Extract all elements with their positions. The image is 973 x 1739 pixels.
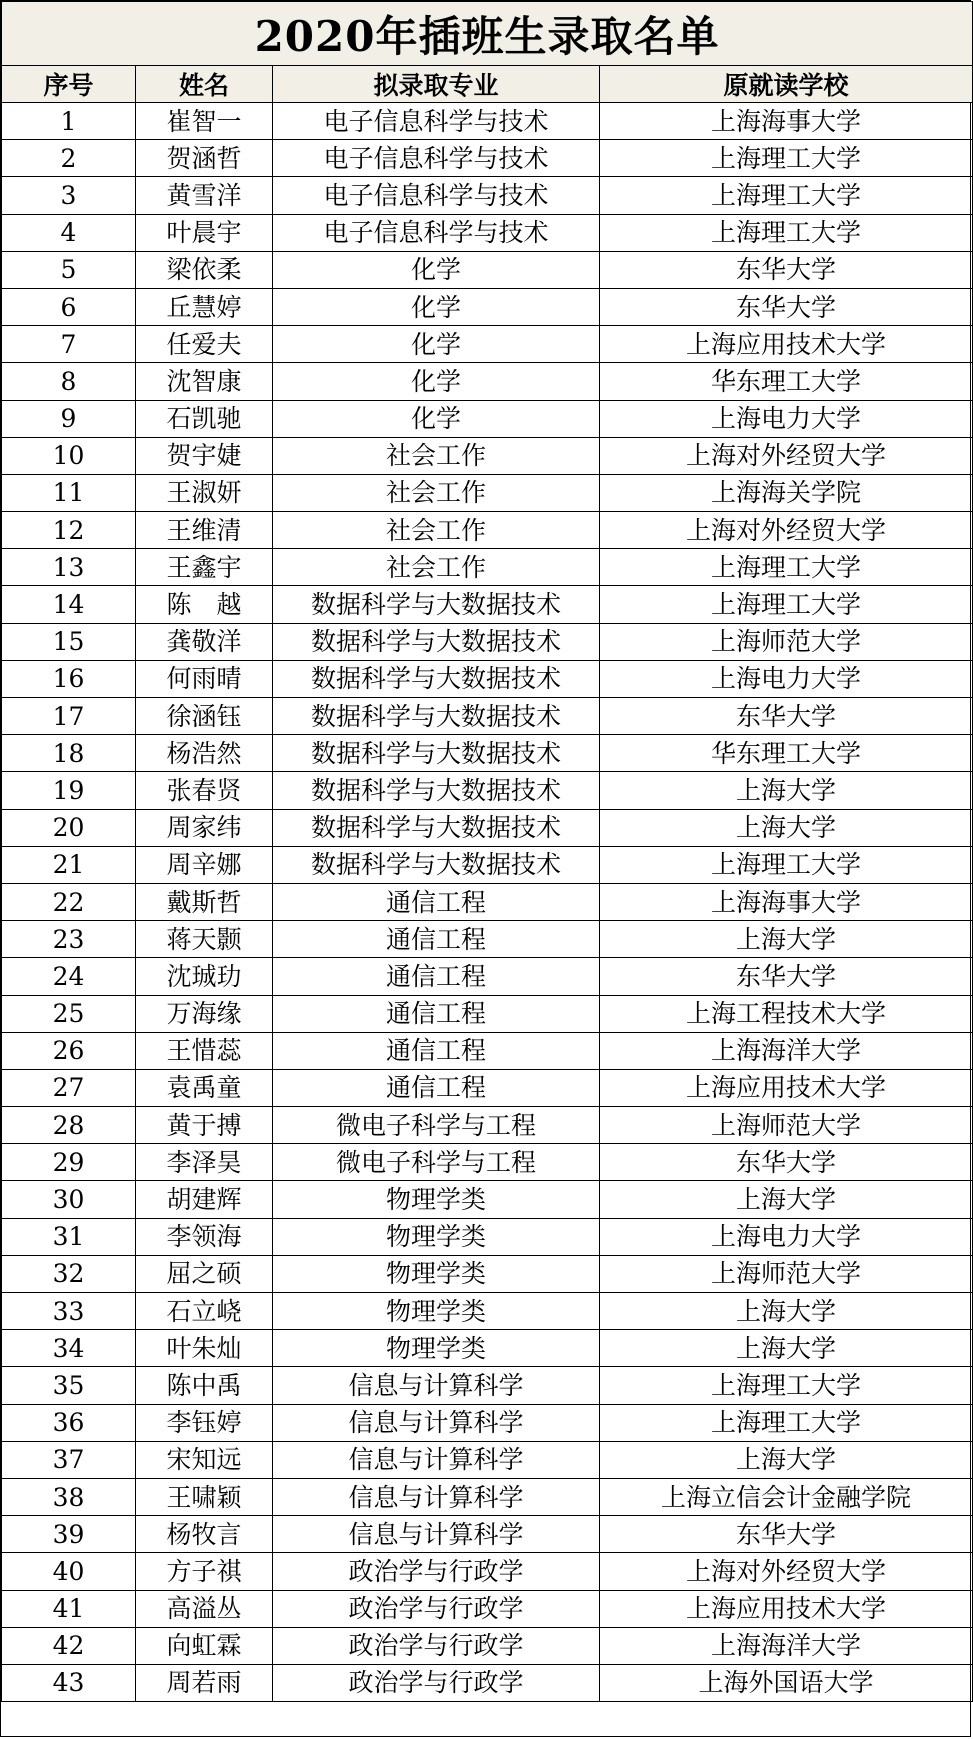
cell-index: 38 [2, 1478, 136, 1515]
cell-school: 上海电力大学 [600, 400, 973, 437]
cell-major: 通信工程 [273, 921, 600, 958]
cell-major: 信息与计算科学 [273, 1404, 600, 1441]
cell-school: 上海大学 [600, 809, 973, 846]
cell-name: 方子祺 [136, 1553, 273, 1590]
cell-name: 梁依柔 [136, 251, 273, 288]
cell-major: 物理学类 [273, 1218, 600, 1255]
cell-school: 上海理工大学 [600, 140, 973, 177]
cell-index: 41 [2, 1590, 136, 1627]
cell-school: 上海师范大学 [600, 1107, 973, 1144]
cell-index: 29 [2, 1144, 136, 1181]
cell-name: 张春贤 [136, 772, 273, 809]
cell-name: 龚敬洋 [136, 623, 273, 660]
cell-name: 杨牧言 [136, 1516, 273, 1553]
column-header-index: 序号 [2, 66, 136, 103]
cell-school: 上海立信会计金融学院 [600, 1478, 973, 1515]
table-row [2, 140, 973, 177]
cell-school: 东华大学 [600, 1144, 973, 1181]
cell-index: 17 [2, 698, 136, 735]
cell-major: 数据科学与大数据技术 [273, 846, 600, 883]
cell-index: 18 [2, 735, 136, 772]
cell-major: 政治学与行政学 [273, 1590, 600, 1627]
cell-index: 20 [2, 809, 136, 846]
cell-index: 1 [2, 103, 136, 140]
cell-school: 东华大学 [600, 288, 973, 325]
cell-major: 通信工程 [273, 883, 600, 920]
cell-school: 上海对外经贸大学 [600, 1553, 973, 1590]
cell-index: 19 [2, 772, 136, 809]
cell-major: 通信工程 [273, 1069, 600, 1106]
cell-index: 43 [2, 1664, 136, 1701]
cell-index: 14 [2, 586, 136, 623]
cell-school: 上海工程技术大学 [600, 995, 973, 1032]
cell-name: 李领海 [136, 1218, 273, 1255]
table-row [2, 698, 973, 735]
cell-school: 上海应用技术大学 [600, 1069, 973, 1106]
table-row [2, 1218, 973, 1255]
cell-major: 社会工作 [273, 474, 600, 511]
cell-major: 社会工作 [273, 512, 600, 549]
cell-school: 上海对外经贸大学 [600, 512, 973, 549]
cell-index: 4 [2, 214, 136, 251]
cell-name: 万海缘 [136, 995, 273, 1032]
cell-index: 28 [2, 1107, 136, 1144]
cell-school: 上海大学 [600, 772, 973, 809]
cell-school: 上海应用技术大学 [600, 1590, 973, 1627]
cell-index: 34 [2, 1330, 136, 1367]
cell-name: 王啸颖 [136, 1478, 273, 1515]
table-row [2, 883, 973, 920]
cell-index: 7 [2, 326, 136, 363]
cell-name: 石凯驰 [136, 400, 273, 437]
table-row [2, 809, 973, 846]
table-row [2, 1293, 973, 1330]
cell-major: 政治学与行政学 [273, 1553, 600, 1590]
cell-major: 化学 [273, 326, 600, 363]
cell-name: 陈中禹 [136, 1367, 273, 1404]
cell-school: 华东理工大学 [600, 363, 973, 400]
cell-name: 沈智康 [136, 363, 273, 400]
table-row [2, 1404, 973, 1441]
cell-index: 12 [2, 512, 136, 549]
cell-index: 39 [2, 1516, 136, 1553]
cell-school: 东华大学 [600, 1516, 973, 1553]
cell-major: 电子信息科学与技术 [273, 177, 600, 214]
column-header-major: 拟录取专业 [273, 66, 600, 103]
table-row [2, 586, 973, 623]
cell-school: 上海海事大学 [600, 103, 973, 140]
cell-name: 叶晨宇 [136, 214, 273, 251]
cell-major: 化学 [273, 251, 600, 288]
cell-index: 33 [2, 1293, 136, 1330]
cell-major: 政治学与行政学 [273, 1664, 600, 1701]
cell-index: 37 [2, 1441, 136, 1478]
cell-major: 通信工程 [273, 1032, 600, 1069]
cell-school: 东华大学 [600, 958, 973, 995]
cell-name: 屈之硕 [136, 1255, 273, 1292]
cell-index: 5 [2, 251, 136, 288]
table-row [2, 214, 973, 251]
cell-name: 徐涵钰 [136, 698, 273, 735]
cell-index: 11 [2, 474, 136, 511]
cell-index: 10 [2, 437, 136, 474]
cell-school: 东华大学 [600, 698, 973, 735]
table-row [2, 735, 973, 772]
cell-index: 27 [2, 1069, 136, 1106]
cell-school: 上海应用技术大学 [600, 326, 973, 363]
cell-name: 丘慧婷 [136, 288, 273, 325]
cell-index: 25 [2, 995, 136, 1032]
table-row [2, 1478, 973, 1515]
cell-major: 政治学与行政学 [273, 1627, 600, 1664]
cell-name: 任爱夫 [136, 326, 273, 363]
cell-index: 13 [2, 549, 136, 586]
cell-index: 2 [2, 140, 136, 177]
cell-major: 社会工作 [273, 549, 600, 586]
cell-name: 崔智一 [136, 103, 273, 140]
cell-index: 9 [2, 400, 136, 437]
cell-name: 王淑妍 [136, 474, 273, 511]
cell-name: 袁禹童 [136, 1069, 273, 1106]
cell-name: 贺涵哲 [136, 140, 273, 177]
cell-index: 26 [2, 1032, 136, 1069]
cell-major: 信息与计算科学 [273, 1367, 600, 1404]
table-row [2, 1032, 973, 1069]
cell-major: 通信工程 [273, 958, 600, 995]
cell-major: 数据科学与大数据技术 [273, 809, 600, 846]
cell-name: 周辛娜 [136, 846, 273, 883]
table-row [2, 1330, 973, 1367]
cell-index: 32 [2, 1255, 136, 1292]
cell-major: 物理学类 [273, 1255, 600, 1292]
table-row [2, 1107, 973, 1144]
cell-school: 上海海洋大学 [600, 1032, 973, 1069]
cell-index: 24 [2, 958, 136, 995]
table-row [2, 995, 973, 1032]
cell-school: 上海理工大学 [600, 549, 973, 586]
cell-school: 东华大学 [600, 251, 973, 288]
table-row [2, 1441, 973, 1478]
cell-school: 上海大学 [600, 1181, 973, 1218]
cell-index: 15 [2, 623, 136, 660]
cell-school: 上海大学 [600, 1441, 973, 1478]
cell-major: 化学 [273, 363, 600, 400]
cell-major: 数据科学与大数据技术 [273, 772, 600, 809]
cell-school: 上海大学 [600, 921, 973, 958]
table-row [2, 921, 973, 958]
cell-major: 微电子科学与工程 [273, 1144, 600, 1181]
cell-school: 上海电力大学 [600, 660, 973, 697]
cell-major: 社会工作 [273, 437, 600, 474]
cell-major: 化学 [273, 288, 600, 325]
cell-name: 戴斯哲 [136, 883, 273, 920]
table-row [2, 363, 973, 400]
cell-major: 数据科学与大数据技术 [273, 660, 600, 697]
cell-school: 上海理工大学 [600, 1404, 973, 1441]
cell-major: 信息与计算科学 [273, 1516, 600, 1553]
table-row [2, 400, 973, 437]
cell-school: 上海海关学院 [600, 474, 973, 511]
cell-name: 石立峣 [136, 1293, 273, 1330]
table-row [2, 326, 973, 363]
cell-name: 王鑫宇 [136, 549, 273, 586]
cell-index: 6 [2, 288, 136, 325]
cell-school: 上海电力大学 [600, 1218, 973, 1255]
table-row [2, 1069, 973, 1106]
cell-name: 陈 越 [136, 586, 273, 623]
cell-name: 李钰婷 [136, 1404, 273, 1441]
cell-major: 通信工程 [273, 995, 600, 1032]
cell-major: 化学 [273, 400, 600, 437]
cell-name: 叶朱灿 [136, 1330, 273, 1367]
cell-name: 杨浩然 [136, 735, 273, 772]
cell-index: 35 [2, 1367, 136, 1404]
cell-school: 上海理工大学 [600, 846, 973, 883]
header-row [2, 66, 973, 103]
cell-major: 数据科学与大数据技术 [273, 623, 600, 660]
table-row [2, 1255, 973, 1292]
table-row [2, 288, 973, 325]
cell-index: 40 [2, 1553, 136, 1590]
cell-school: 上海理工大学 [600, 1367, 973, 1404]
column-header-name: 姓名 [136, 66, 273, 103]
table-row [2, 1627, 973, 1664]
table-row [2, 1144, 973, 1181]
table-row [2, 772, 973, 809]
table-body [2, 103, 973, 1702]
cell-name: 何雨晴 [136, 660, 273, 697]
cell-school: 上海理工大学 [600, 586, 973, 623]
cell-school: 上海师范大学 [600, 1255, 973, 1292]
table-row [2, 846, 973, 883]
cell-major: 物理学类 [273, 1293, 600, 1330]
cell-major: 信息与计算科学 [273, 1441, 600, 1478]
cell-school: 上海大学 [600, 1330, 973, 1367]
cell-name: 李泽昊 [136, 1144, 273, 1181]
cell-index: 31 [2, 1218, 136, 1255]
table-row [2, 1553, 973, 1590]
cell-major: 电子信息科学与技术 [273, 140, 600, 177]
cell-school: 华东理工大学 [600, 735, 973, 772]
cell-major: 数据科学与大数据技术 [273, 735, 600, 772]
cell-major: 物理学类 [273, 1181, 600, 1218]
admission-table [1, 1, 973, 1702]
cell-name: 宋知远 [136, 1441, 273, 1478]
cell-major: 信息与计算科学 [273, 1478, 600, 1515]
cell-major: 电子信息科学与技术 [273, 103, 600, 140]
cell-school: 上海大学 [600, 1293, 973, 1330]
column-header-school: 原就读学校 [600, 66, 973, 103]
cell-name: 高溢丛 [136, 1590, 273, 1627]
cell-major: 数据科学与大数据技术 [273, 586, 600, 623]
cell-name: 沈珹玏 [136, 958, 273, 995]
table-row [2, 1664, 973, 1701]
cell-school: 上海对外经贸大学 [600, 437, 973, 474]
cell-name: 蒋天颢 [136, 921, 273, 958]
cell-index: 22 [2, 883, 136, 920]
table-row [2, 1367, 973, 1404]
cell-school: 上海海洋大学 [600, 1627, 973, 1664]
cell-major: 微电子科学与工程 [273, 1107, 600, 1144]
cell-name: 向虹霖 [136, 1627, 273, 1664]
cell-name: 周家纬 [136, 809, 273, 846]
cell-name: 黄于搏 [136, 1107, 273, 1144]
table-row [2, 177, 973, 214]
cell-index: 16 [2, 660, 136, 697]
table-row [2, 474, 973, 511]
page-title: 2020年插班生录取名单 [2, 2, 973, 66]
cell-index: 30 [2, 1181, 136, 1218]
cell-name: 贺宇婕 [136, 437, 273, 474]
cell-school: 上海外国语大学 [600, 1664, 973, 1701]
table-row [2, 251, 973, 288]
table-row [2, 103, 973, 140]
cell-index: 21 [2, 846, 136, 883]
table-row [2, 1516, 973, 1553]
cell-name: 周若雨 [136, 1664, 273, 1701]
title-row [2, 2, 973, 66]
table-row [2, 1590, 973, 1627]
table-row [2, 958, 973, 995]
table-row [2, 1181, 973, 1218]
cell-name: 王惜蕊 [136, 1032, 273, 1069]
cell-index: 36 [2, 1404, 136, 1441]
cell-major: 数据科学与大数据技术 [273, 698, 600, 735]
cell-index: 42 [2, 1627, 136, 1664]
cell-name: 黄雪洋 [136, 177, 273, 214]
table-row [2, 623, 973, 660]
table-row [2, 512, 973, 549]
table-row [2, 660, 973, 697]
table-row [2, 549, 973, 586]
cell-name: 王维清 [136, 512, 273, 549]
cell-school: 上海理工大学 [600, 214, 973, 251]
cell-index: 23 [2, 921, 136, 958]
cell-major: 电子信息科学与技术 [273, 214, 600, 251]
cell-school: 上海师范大学 [600, 623, 973, 660]
cell-school: 上海理工大学 [600, 177, 973, 214]
cell-school: 上海海事大学 [600, 883, 973, 920]
cell-index: 3 [2, 177, 136, 214]
table-row [2, 437, 973, 474]
cell-major: 物理学类 [273, 1330, 600, 1367]
cell-name: 胡建辉 [136, 1181, 273, 1218]
cell-index: 8 [2, 363, 136, 400]
